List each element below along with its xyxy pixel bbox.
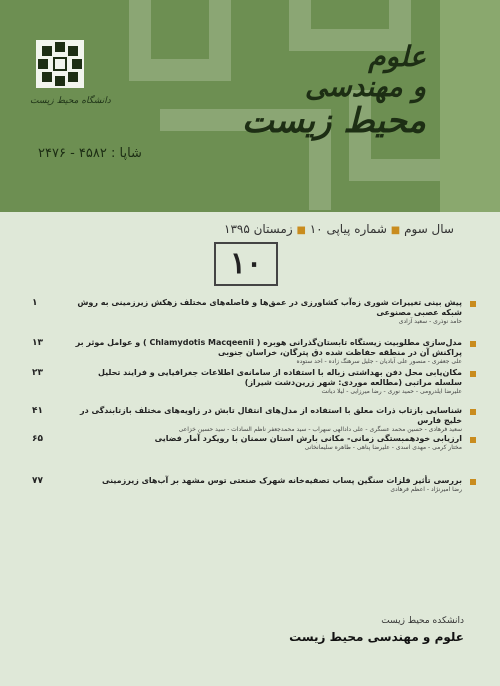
university-logo (30, 38, 111, 112)
article-page: ۶۵ (32, 434, 43, 444)
article-title: شناسایی بازتاب ذرات معلق با استفاده از مدل‌های انتقال تابش در زاویه‌های مختلف بازتابندگی در خلیج فارس (80, 406, 462, 425)
issue-year: سال سوم (404, 222, 454, 236)
article-page: ۱۳ (32, 338, 43, 348)
journal-title (242, 42, 426, 140)
logo-caption: دانشگاه محیط زیست (30, 96, 111, 106)
article-page: ۷۷ (32, 476, 43, 486)
bullet-icon (470, 371, 476, 377)
toc-item[interactable] (32, 368, 462, 396)
toc-item[interactable] (32, 476, 462, 494)
article-title: مکان‌یابی محل دفن بهداشتی زباله با استفاده از سامانه‌ی اطلاعات جغرافیایی و فرایند تحلیل سلسله مراتبی (مطالعه موردی: شهر زرین‌دشت شیراز) (97, 368, 462, 387)
toc-item[interactable] (32, 338, 462, 366)
right-accent-strip (440, 0, 500, 212)
issue-number-box: ۱۰ (214, 242, 278, 286)
bullet-icon (470, 409, 476, 415)
toc-item[interactable] (32, 298, 462, 326)
title-line-1: علوم (368, 40, 426, 73)
bullet-icon (470, 479, 476, 485)
article-authors: مختار کرمی - مهدی اسدی - علیرضا پناهی - طاهره سلیمانخانی (304, 444, 462, 451)
logo-emblem-icon (34, 38, 86, 90)
article-page: ۲۳ (32, 368, 43, 378)
title-line-3: محیط زیست (241, 101, 426, 141)
separator-square-icon: ■ (390, 225, 401, 236)
issue-number-text: شماره پیاپی ۱۰ (309, 222, 387, 236)
article-page: ۴۱ (32, 406, 43, 416)
article-authors: علیرضا ایلدرومی - حمید نوری - رضا میرزایی - لیلا دیانت (321, 388, 462, 395)
bullet-icon (470, 341, 476, 347)
article-authors: سعید فرهادی - حسین محمد عسگری - علی دادالهی سهراب - سید محمدجعفر ناظم السادات - سید حسین خزاعی (178, 426, 462, 433)
article-title: بررسی تأثیر فلزات سنگین پساب تصفیه‌خانه شهرک صنعتی توس مشهد بر آب‌های زیرزمینی (102, 476, 462, 485)
publisher-footer (289, 614, 464, 646)
issn: شاپا : ۴۵۸۲ - ۲۴۷۶ (38, 146, 142, 161)
article-authors: حامد نوذری - سعید آزادی (398, 318, 462, 325)
article-title: مدل‌سازی مطلوبیت زیستگاه تابستان‌گذرانی هوبره ( Chlamydotis Macqeenii ) و عوامل موثر بر پراکنش آن در منطقه حفاظت شده دق پترگان، خراسان جنوبی (75, 338, 462, 357)
title-line-2: و مهندسی (304, 70, 426, 103)
article-title: ارزیابی خودهمبستگی زمانی- مکانی بارش استان سمنان با رویکرد آمار فضایی (154, 434, 462, 443)
toc-item[interactable] (32, 434, 462, 452)
article-page: ۱ (32, 298, 38, 308)
article-authors: رضا امیرنژاد - اعظم فرهادی (390, 486, 462, 493)
bullet-icon (470, 437, 476, 443)
article-authors: علی جعفری - منصور علی آبادیان - جلیل سرهنگ زاده - احد ستوده (296, 358, 462, 365)
issue-season: زمستان ۱۳۹۵ (224, 222, 293, 236)
footer-journal-name: علوم و مهندسی محیط زیست (289, 630, 464, 644)
bullet-icon (470, 301, 476, 307)
footer-university: دانشکده محیط زیست (381, 616, 464, 626)
toc-item[interactable] (32, 406, 462, 434)
issue-info (224, 222, 454, 236)
article-title: پیش بینی تغییرات شوری زه‌آب کشاورزی در عمق‌ها و فاصله‌های مختلف زهکش زیرزمینی به روش شبکه عصبی مصنوعی (77, 298, 462, 317)
separator-square-icon: ■ (296, 225, 306, 236)
